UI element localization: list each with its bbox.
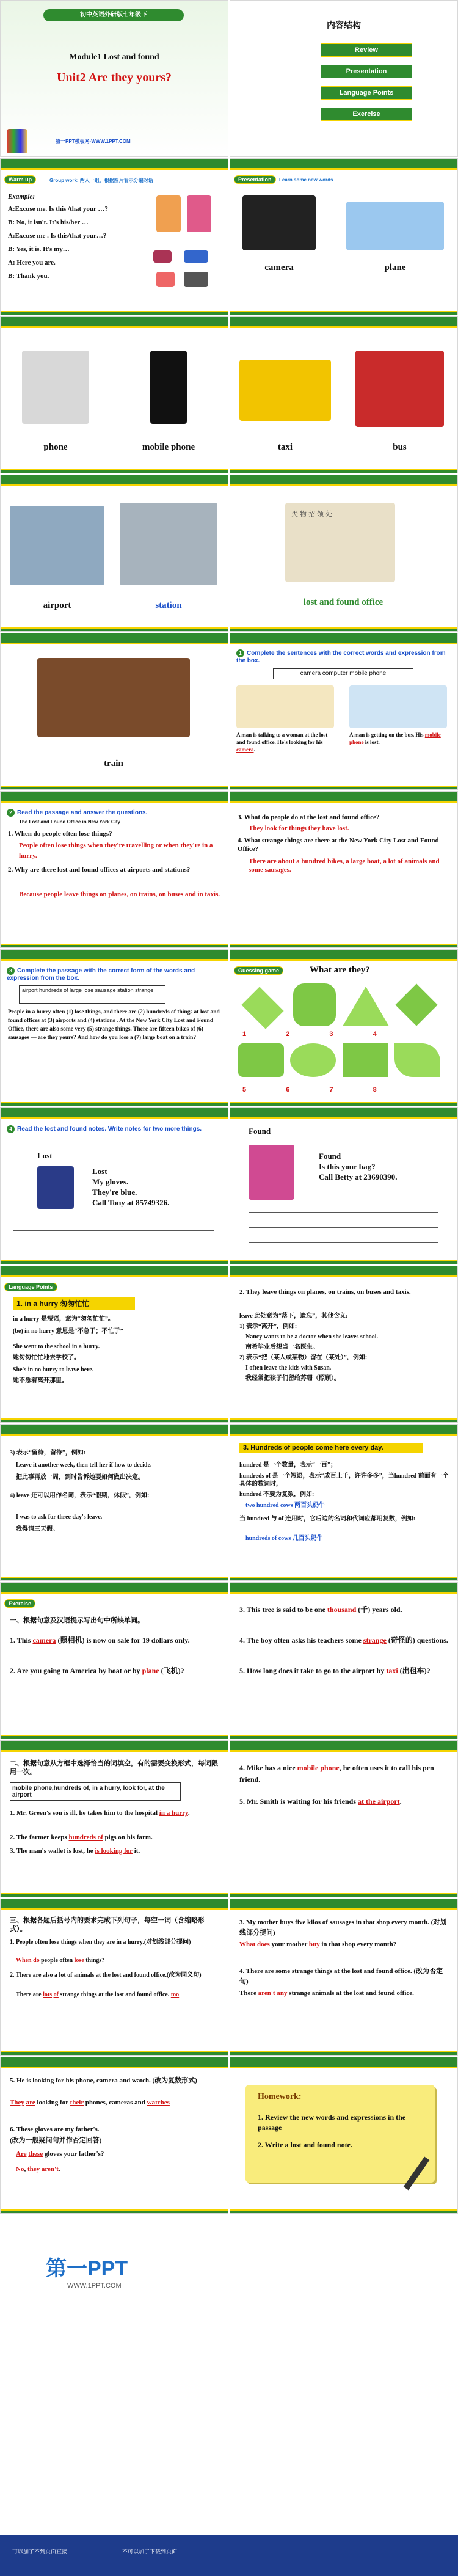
slide-footer: [230, 1418, 457, 1422]
section-tag: Warm up: [4, 175, 36, 184]
sentence: phones, cameras and: [85, 2099, 145, 2106]
shape-num: 4: [373, 1031, 377, 1038]
dialog-line: B: Thank you.: [8, 272, 49, 280]
slide-exercise-2: [230, 1582, 458, 1739]
point-body: 1) 表示“离开”，例如:: [239, 1323, 297, 1330]
answer: No: [16, 2166, 24, 2173]
slide-presentation-5: [230, 475, 458, 632]
sentence: your mother: [271, 1941, 308, 1948]
sentence: 3. This tree is said to be one: [239, 1605, 325, 1614]
answer: is looking for: [95, 1847, 133, 1855]
slide-exercise-5: [0, 1899, 228, 2056]
sentence: gloves your father's?: [44, 2150, 104, 2158]
answer: watches: [147, 2099, 170, 2106]
sentence: 4. The boy often asks his teachers some: [239, 1636, 362, 1644]
contents-review[interactable]: Review: [321, 43, 412, 57]
point-heading: 2. They leave things on planes, on trains, on buses and taxis.: [239, 1288, 411, 1296]
exercise-instruction: 一、根据句意及汉语提示写出句中所缺单词。: [10, 1617, 144, 1624]
slide-exercise-6: [230, 1899, 458, 2056]
slide-lost-note: [0, 1107, 228, 1264]
word-box: airport hundreds of large lose sausage station strange: [19, 985, 165, 1004]
game-question: What are they?: [310, 965, 370, 975]
sentence: 1. This: [10, 1636, 31, 1644]
sentence: looking for: [37, 2099, 68, 2106]
sentence: 1. Mr. Green's son is ill, he takes him to the hospital: [10, 1809, 158, 1817]
section-tag: Exercise: [4, 1599, 35, 1608]
plane-caption: plane: [384, 263, 406, 272]
slide-header: [1, 317, 228, 328]
slide-footer: [1, 469, 228, 473]
answer-2: Because people leave things on planes, on trains, on buses and in taxis.: [19, 891, 220, 898]
sentence: 2. Are you going to America by boat or by: [10, 1666, 140, 1675]
slide-header: [230, 1266, 457, 1277]
shape-num: 2: [286, 1031, 290, 1038]
lost-line: Lost: [92, 1167, 107, 1176]
answer: taxi: [386, 1666, 398, 1675]
section-tag: Language Points: [4, 1283, 57, 1291]
activity-instruction: Complete the sentences with the correct words and expression from the box.: [236, 650, 446, 664]
bus-caption: bus: [393, 442, 407, 452]
sentence: strange animals at the lost and found office.: [289, 1990, 414, 1997]
slide-footer: [230, 1577, 457, 1580]
activity-instruction: Complete the passage with the correct form of the words and expression from the box.: [7, 968, 195, 982]
answer-4: There are about a hundred bikes, a large boat, a lot of animals and some sausages.: [249, 858, 440, 874]
question-2: 2. Why are there lost and found offices at airports and stations?: [8, 866, 191, 874]
slide-presentation-1: [230, 158, 458, 315]
bottom-bar: [0, 2535, 458, 2576]
activity-instruction: Read the lost and found notes. Write notes for two more things.: [17, 1126, 202, 1133]
slide-header: [230, 1583, 457, 1594]
slide-presentation-6: [0, 633, 228, 790]
answer: their: [70, 2099, 84, 2106]
sentence: There: [239, 1990, 256, 1997]
slide-activity-1: 1 Complete the sentences with the correct words and expression from the box. camera computer mobile phone A man is talking to a woman at the lost and found office. He's looking for his camera. A man is getting on the bus. His mobile phone is lost.: [230, 633, 458, 790]
gloves-image: [37, 1166, 74, 1209]
bottom-left-text: 可以加了不到页面直接: [12, 2549, 68, 2555]
sentence: 6. These gloves are my father's.: [10, 2126, 100, 2133]
sentence: it.: [134, 1847, 140, 1855]
mobile-image: [150, 351, 187, 424]
point-body: 当 hundred 与 of 连用时，它后边的名词和代词应都用复数，例如:: [239, 1516, 416, 1522]
point-body: hundred 不要为复数，例如:: [239, 1491, 314, 1498]
slide-footer: [230, 627, 457, 631]
answer: mobile phone: [297, 1764, 340, 1772]
slide-footer: [230, 1893, 457, 1897]
point-body: 2) 表示“把（某人或某物）留在（某处）”，例如:: [239, 1354, 368, 1361]
passage-title: The Lost and Found Office in New York City: [19, 819, 120, 825]
answer-3: They look for things they have lost.: [249, 825, 349, 832]
slide-footer: [1, 1102, 228, 1106]
bus-scene-image: [349, 685, 447, 728]
slide-exercise-7: 5. He is looking for his phone, camera and watch. (改为复数形式) They are looking for their phones, cameras and watches 6. These gloves are my father's. (改为一般疑问句并作否定回答) Are these gloves your father's? No, they aren't.: [0, 2057, 228, 2214]
point-heading: 1. in a hurry 匆匆忙忙: [13, 1297, 135, 1310]
sentence: (改为一般疑问句并作否定回答): [10, 2137, 102, 2144]
lost-line: My gloves.: [92, 1177, 129, 1186]
module-title: Module1 Lost and found: [69, 53, 159, 62]
camera-image: [242, 195, 316, 250]
homework-item: 2. Write a lost and found note.: [258, 2140, 352, 2149]
shape-7[interactable]: [343, 1043, 388, 1077]
step-number-icon: 3: [7, 967, 15, 975]
example-zh: 把此事再放一周，到时告诉她要如何做出决定。: [16, 1474, 144, 1481]
point-body: 3) 表示“留待，留待”，例如:: [10, 1450, 86, 1456]
shape-3[interactable]: [343, 987, 389, 1026]
slide-header: [230, 1108, 457, 1119]
slide-contents: [230, 0, 458, 157]
sentence: (照相机) is now on sale for 19 dollars only.: [57, 1636, 190, 1644]
answer: camera: [32, 1636, 56, 1644]
sentence: 4. Mike has a nice: [239, 1764, 296, 1772]
shape-8[interactable]: [394, 1043, 440, 1077]
shape-4[interactable]: [396, 983, 438, 1026]
slide-footer: [230, 1260, 457, 1264]
question-4: 4. What strange things are there at the New York City Lost and Found Office?: [238, 837, 439, 853]
question-1: 1. When do people often lose things?: [8, 830, 112, 837]
sentence: people often: [41, 1957, 73, 1964]
slide-language-1: [0, 1266, 228, 1423]
slide-language-2: [230, 1266, 458, 1423]
slide-footer: [1, 1418, 228, 1422]
sentence: (千) years old.: [358, 1605, 402, 1614]
bottom-right-text: 不可以加了下载到页面: [122, 2549, 178, 2555]
question-3: 3. What do people do at the lost and found office?: [238, 814, 380, 821]
point-heading: 3. Hundreds of people come here every day.: [239, 1443, 423, 1453]
word-box: camera computer mobile phone: [273, 668, 413, 679]
answer: of: [53, 1991, 59, 1998]
step-number-icon: 1: [236, 649, 244, 657]
answer: strange: [363, 1636, 387, 1644]
slide-header: [230, 633, 457, 644]
shape-num: 8: [373, 1086, 377, 1093]
section-tag: Presentation: [234, 175, 276, 184]
sentence: (出租车)?: [399, 1666, 431, 1675]
sentence: 2. There are also a lot of animals at the lost and found office.(改为同义句): [10, 1972, 202, 1979]
slide-header: [230, 1425, 457, 1436]
sentence: 1. People often lose things when they are in a hurry.(对划线部分提问): [10, 1939, 191, 1946]
slide-presentation-4: [0, 475, 228, 632]
answer-1: People often lose things when they're travelling or when they're in a hurry.: [19, 842, 213, 859]
slide-footer: [230, 311, 457, 315]
station-caption: station: [155, 600, 182, 610]
answer: are: [26, 2099, 35, 2106]
slide-footer: [1, 1735, 228, 1739]
answer: they aren't: [27, 2166, 59, 2173]
section-tag: Guessing game: [234, 966, 283, 975]
step-number-icon: 4: [7, 1125, 15, 1133]
answer: do: [33, 1957, 40, 1964]
slide-header: [230, 475, 457, 486]
slide-language-3: [0, 1424, 228, 1581]
shape-num: 3: [329, 1031, 333, 1038]
office-scene-image: [236, 685, 334, 728]
example-en: Nancy wants to be a doctor when she leaves school.: [245, 1334, 379, 1340]
slide-header: [230, 1899, 457, 1910]
dialog-line: B: Yes, it is. It's my…: [8, 246, 70, 253]
site-name: 第一PPT模板网-WWW.1PPT.COM: [56, 139, 131, 144]
slide-footer: [230, 1102, 457, 1106]
slide-footer: [230, 469, 457, 473]
sentence-b-end: is lost.: [365, 739, 380, 745]
sentence: in that shop every month?: [321, 1941, 397, 1948]
camera-caption: camera: [264, 263, 294, 272]
boy-image: [156, 195, 181, 232]
shape-6[interactable]: [290, 1043, 336, 1077]
example-en: She went to the school in a hurry.: [13, 1343, 100, 1350]
top-banner: 初中英语外研版七年级下: [43, 9, 184, 21]
found-heading: Found: [249, 1126, 271, 1136]
example-en: I often leave the kids with Susan.: [245, 1365, 332, 1371]
answer: lots: [43, 1991, 53, 1998]
plane-image: [346, 202, 444, 250]
slide-header: [230, 2057, 457, 2068]
step-number-icon: 2: [7, 809, 15, 817]
example-zh: 南希毕业后想当一名医生。: [245, 1344, 319, 1351]
sentence: There are: [16, 1991, 42, 1998]
sentence: , he often uses it to call his pen friend.: [239, 1764, 434, 1784]
answer: in a hurry: [159, 1809, 188, 1817]
contents-presentation[interactable]: Presentation: [321, 65, 412, 78]
shape-num: 5: [242, 1086, 247, 1093]
station-image: [120, 503, 217, 585]
slide-presentation-3: [230, 316, 458, 473]
sentence: 3. The man's wallet is lost, he: [10, 1847, 93, 1855]
sentence-b: A man is getting on the bus. His: [349, 732, 424, 738]
slide-footer: [230, 2209, 457, 2213]
bag-image: [249, 1145, 294, 1200]
contents-language-points[interactable]: Language Points: [321, 86, 412, 100]
example-zh: 她匆匆忙忙地去学校了。: [13, 1354, 80, 1361]
bag-image: [156, 272, 175, 287]
slide-header: [230, 159, 457, 170]
point-body: leave 此处意为“落下，遗忘”，其他含义:: [239, 1313, 348, 1319]
slide-activity-3: [0, 949, 228, 1106]
homework-item: 1. Review the new words and expressions in the passage: [258, 2113, 406, 2132]
sentence: 5. How long does it take to go to the airport by: [239, 1666, 385, 1675]
answer: hundreds of: [68, 1834, 103, 1841]
exercise-instruction: 二、根据句意从方框中选择恰当的词填空，有的需要变换形式，每词限用一次。: [10, 1760, 218, 1776]
airport-image: [10, 506, 104, 585]
answer: any: [277, 1990, 288, 1997]
slide-header: [230, 1741, 457, 1752]
section-sub: Group work: 两人一组，根据图片看示分编对话: [49, 178, 153, 183]
sentence: pigs on his farm.: [104, 1834, 153, 1841]
slide-footer: [1, 1577, 228, 1580]
slide-header: [1, 1741, 228, 1752]
sentence: 5. Mr. Smith is waiting for his friends: [239, 1797, 357, 1806]
slide-exercise-1: [0, 1582, 228, 1739]
slide-footer: [1, 311, 228, 315]
shape-num: 6: [286, 1086, 290, 1093]
phone-image: [184, 250, 208, 263]
example-en: Leave it another week, then tell her if how to decide.: [16, 1462, 152, 1469]
point-body: in a hurry 是短语，意为“匆匆忙忙”。: [13, 1316, 114, 1323]
answer-camera: camera: [236, 746, 254, 753]
answer: aren't: [258, 1990, 275, 1997]
end-url: WWW.1PPT.COM: [67, 2282, 122, 2290]
write-line[interactable]: [13, 1230, 214, 1231]
section-sub: Learn some new words: [279, 177, 333, 183]
found-line: Found: [319, 1151, 341, 1161]
write-line[interactable]: [249, 1242, 438, 1243]
example-en: hundreds of cows 几百头奶牛: [245, 1535, 323, 1542]
end-logo: 第一PPT: [46, 2257, 128, 2280]
answer: What: [239, 1941, 256, 1948]
bus-image: [355, 351, 444, 427]
slide-footer: [230, 1735, 457, 1739]
slide-exercise-4: [230, 1740, 458, 1897]
dialog-line: A:Excuse me . Is this/that your…?: [8, 232, 107, 239]
train-caption: train: [104, 759, 123, 768]
found-line: Is this your bag?: [319, 1162, 376, 1171]
slide-footer: [230, 2051, 457, 2055]
sentence: (飞机)?: [161, 1666, 184, 1675]
slide-header: [1, 475, 228, 486]
books-icon: [7, 129, 27, 153]
slide-reading-1: [0, 791, 228, 948]
gloves-image: [153, 250, 172, 263]
slide-header: [230, 792, 457, 803]
example-zh: 我得请三天假。: [16, 1526, 59, 1533]
sentence: 3. My mother buys five kilos of sausages in that shop every month. (对划线部分提问): [239, 1919, 447, 1936]
slide-header: [1, 159, 228, 170]
example-zh: 她不急着离开那里。: [13, 1377, 68, 1384]
sentence: 4. There are some strange things at the lost and found office. (改为否定句): [239, 1968, 443, 1985]
sentence: things?: [85, 1957, 105, 1964]
unit-title: Unit2 Are they yours?: [57, 71, 172, 84]
sentence: 5. He is looking for his phone, camera and watch. (改为复数形式): [10, 2077, 197, 2084]
taxi-caption: taxi: [277, 442, 293, 452]
found-line: Call Betty at 23690390.: [319, 1172, 398, 1181]
slide-end: [0, 2215, 458, 2535]
slide-footer: [1, 2209, 228, 2213]
slide-footer: [1, 786, 228, 789]
slide-footer: [1, 627, 228, 631]
telephone-image: [22, 351, 89, 424]
slide-footer: [230, 944, 457, 947]
slide-presentation-2: [0, 316, 228, 473]
answer: buy: [308, 1941, 320, 1948]
sentence: (奇怪的) questions.: [388, 1636, 448, 1644]
shape-5[interactable]: [238, 1043, 284, 1077]
train-image: [37, 658, 190, 737]
dialog-line: B: No, it isn't. It's his/her …: [8, 219, 89, 226]
point-body: hundreds of 是一个短语，表示“成百上千，许许多多”，当hundred 前面有一个具体的数词时，: [239, 1473, 449, 1487]
slide-reading-2: [230, 791, 458, 948]
example-label: Example:: [8, 193, 35, 200]
shape-num: 7: [329, 1086, 333, 1093]
answer: thousand: [327, 1605, 357, 1614]
exercise-instruction: 三、根据各题后括号内的要求完成下列句子，每空一词（含缩略形式）。: [10, 1917, 205, 1933]
girl-image: [187, 195, 211, 232]
lost-line: Call Tony at 85749326.: [92, 1198, 170, 1207]
activity-instruction: Read the passage and answer the questions.: [17, 809, 148, 816]
watch-image: [184, 272, 208, 287]
slide-found-note: [230, 1107, 458, 1264]
sentence-a: A man is talking to a woman at the lost and found office. He's looking for his: [236, 732, 328, 745]
lost-heading: Lost: [37, 1151, 53, 1160]
slide-header: [1, 1266, 228, 1277]
example-en: She's in no hurry to leave here.: [13, 1366, 94, 1373]
contents-exercise[interactable]: Exercise: [321, 108, 412, 121]
answer: does: [257, 1941, 270, 1948]
write-line[interactable]: [249, 1212, 438, 1213]
dialog-line: A: Here you are.: [8, 259, 56, 266]
slide-header: [230, 950, 457, 961]
slide-language-4: [230, 1424, 458, 1581]
dialog-line: A:Excuse me. Is this /that your …?: [8, 205, 108, 213]
mobile-caption: mobile phone: [142, 442, 195, 452]
point-body: hundred 是一个数量，表示“一百”；: [239, 1462, 337, 1469]
slide-header: [1, 950, 228, 961]
example-en: two hundred cows 两百头奶牛: [245, 1502, 325, 1509]
shape-num: 1: [242, 1031, 247, 1038]
homework-title: Homework:: [258, 2092, 302, 2101]
sentence: strange things at the lost and found office.: [60, 1991, 170, 1998]
sentence: .: [399, 1797, 402, 1806]
airport-caption: airport: [43, 600, 71, 610]
point-body: 4) leave 还可以用作名词，表示“假期，休假”，例如:: [10, 1492, 150, 1499]
example-zh: 我经常把孩子们留给苏珊（照顾）。: [245, 1375, 340, 1382]
slide-footer: [1, 1260, 228, 1264]
answer: When: [16, 1957, 32, 1964]
answer: Are: [16, 2150, 27, 2158]
slide-header: [1, 792, 228, 803]
slide-footer: [1, 1893, 228, 1897]
answer: plane: [142, 1666, 159, 1675]
slide-header: [230, 317, 457, 328]
slide-footer: [1, 944, 228, 947]
passage-text: People in a hurry often (1) lose things, and there are (2) hundreds of things at lost and found offices at (3) airports and (4) stations . At the New York City Lost and Found Office, there are also some very (5) strange things. There are fifteen bikes of (6) sausages — are they yours? And how do you lose a (7) large boat on a train?: [8, 1009, 220, 1041]
answer: these: [28, 2150, 43, 2158]
point-body: (be) in no hurry 意思是“不急于；不忙于”: [13, 1328, 123, 1335]
answer: too: [170, 1991, 180, 1998]
shape-1[interactable]: [241, 987, 283, 1029]
slide-exercise-3: 二、根据句意从方框中选择恰当的词填空，有的需要变换形式，每词限用一次。 mobile phone,hundreds of, in a hurry, look for, at the airport 1. Mr. Green's son is ill, he takes him to the hospital in a hurry. 2. The farmer keeps hundreds of pigs on his farm. 3. The man's wallet is lost, he is looking for it.: [0, 1740, 228, 1897]
shape-2[interactable]: [293, 983, 336, 1026]
office-caption: lost and found office: [303, 597, 383, 607]
answer: They: [10, 2099, 24, 2106]
slide-homework: [230, 2057, 458, 2214]
slide-header: [1, 2057, 228, 2068]
slide-header: [1, 1899, 228, 1910]
slide-header: [1, 1108, 228, 1119]
word-box: mobile phone,hundreds of, in a hurry, look for, at the airport: [10, 1782, 181, 1801]
write-line[interactable]: [249, 1227, 438, 1228]
answer: lose: [74, 1957, 84, 1964]
slide-header: [1, 1425, 228, 1436]
slide-header: [1, 1583, 228, 1594]
phone-caption: phone: [43, 442, 68, 452]
answer: at the airport: [358, 1797, 400, 1806]
slide-footer: [1, 2051, 228, 2055]
lost-line: They're blue.: [92, 1188, 137, 1197]
slide-warm-up: [0, 158, 228, 315]
office-sign: 失 物 招 领 处: [291, 511, 333, 518]
slide-title: [0, 0, 228, 157]
contents-title: 内容结构: [327, 21, 361, 31]
answer-mobile: mobile phone: [349, 732, 441, 745]
sentence: 2. The farmer keeps: [10, 1834, 67, 1841]
taxi-image: [239, 360, 331, 421]
slide-guessing-game: [230, 949, 458, 1106]
slide-footer: [230, 786, 457, 789]
slide-header: [1, 633, 228, 644]
example-en: I was to ask for three day's leave.: [16, 1514, 103, 1520]
